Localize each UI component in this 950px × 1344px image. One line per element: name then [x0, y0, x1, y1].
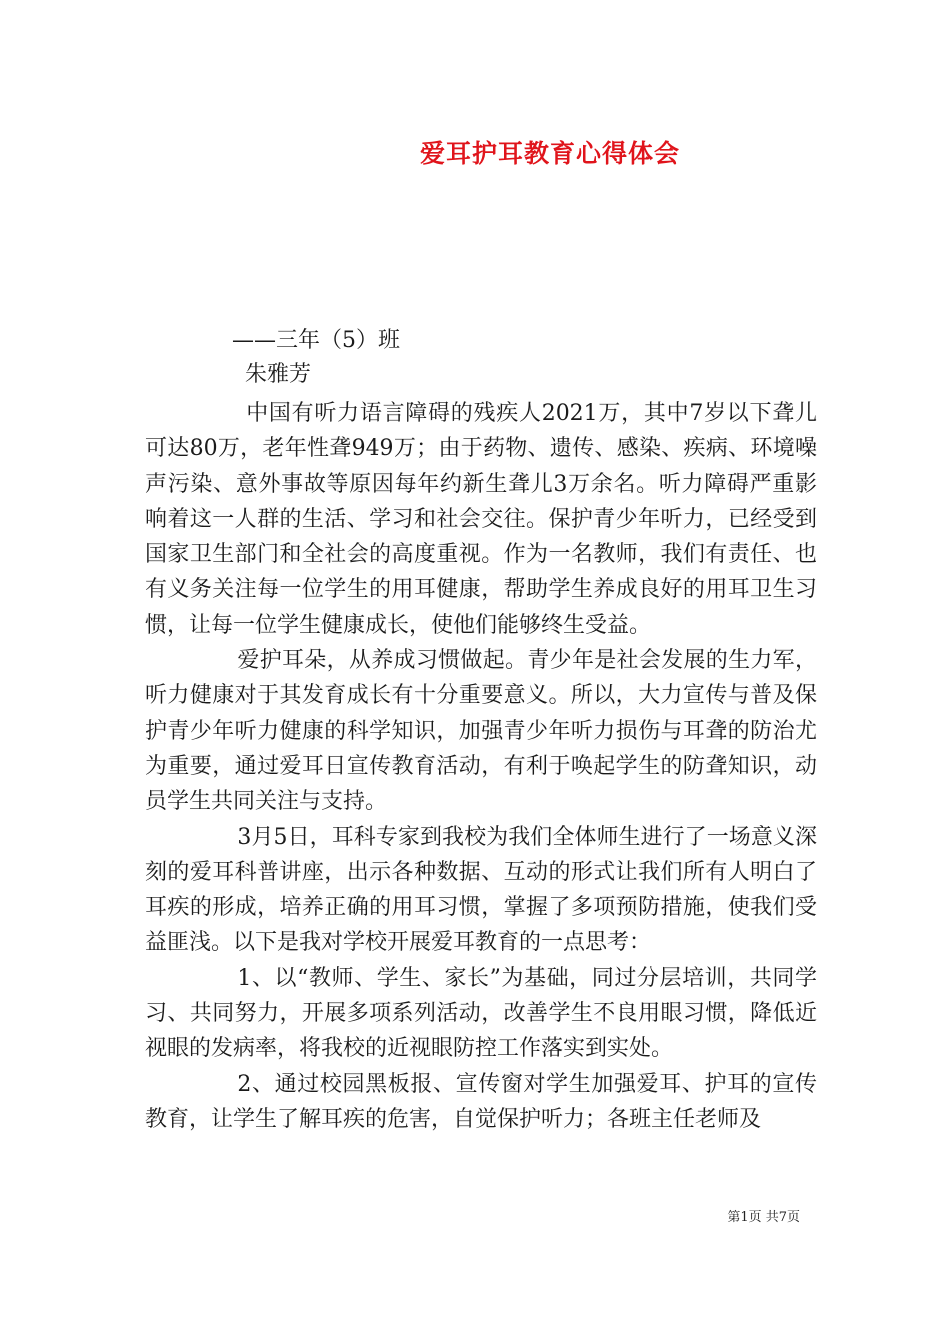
document-body: [145, 396, 817, 1137]
document-title: 爱耳护耳教育心得体会: [419, 139, 680, 168]
paragraph: 3月5日，耳科专家到我校为我们全体师生进行了一场意义深刻的爱耳科普讲座，出示各种数据、互动的形式让我们所有人明白了耳疾的形成，培养正确的用耳习惯，掌握了多项预防措施，使我们受益匪浅。以下是我对学校开展爱耳教育的一点思考：: [145, 824, 817, 956]
paragraph: 中国有听力语言障碍的残疾人2021万，其中7岁以下聋儿可达80万，老年性聋949万；由于药物、遗传、感染、疾病、环境噪声污染、意外事故等原因每年约新生聋儿3万余名。听力障碍严重影响着这一人群的生活、学习和社会交往。保护青少年听力，已经受到国家卫生部门和全社会的高度重视。作为一名教师，我们有责任、也有义务关注每一位学生的用耳健康，帮助学生养成良好的用耳卫生习惯，让每一位学生健康成长，使他们能够终生受益。: [145, 401, 817, 638]
paragraph: 2、通过校园黑板报、宣传窗对学生加强爱耳、护耳的宣传教育，让学生了解耳疾的危害，自觉保护听力；各班主任老师及: [145, 1071, 817, 1132]
page-number: 第1页 共7页: [727, 1210, 800, 1225]
author-name: 朱雅芳: [245, 362, 312, 387]
paragraph: 1、以“教师、学生、家长”为基础，同过分层培训，共同学习、共同努力，开展多项系列活动，改善学生不良用眼习惯，降低近视眼的发病率，将我校的近视眼防控工作落实到实处。: [145, 965, 817, 1062]
paragraph: 爱护耳朵，从养成习惯做起。青少年是社会发展的生力军，听力健康对于其发育成长有十分重要意义。所以，大力宣传与普及保护青少年听力健康的科学知识，加强青少年听力损伤与耳聋的防治尤为重要，通过爱耳日宣传教育活动，有利于唤起学生的防聋知识，动员学生共同关注与支持。: [145, 648, 817, 815]
class-line: ——三年（5）班: [232, 328, 400, 353]
